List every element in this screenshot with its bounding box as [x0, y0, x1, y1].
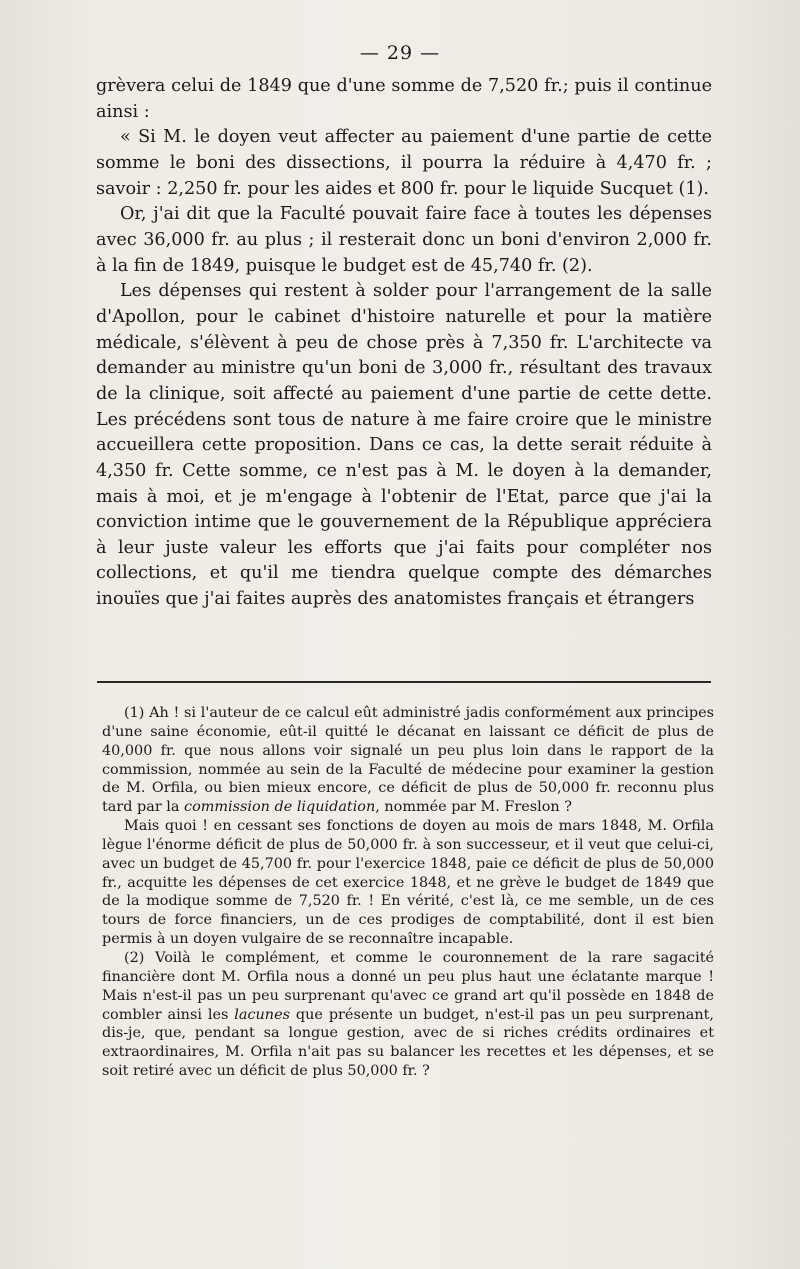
- footnote-1-text-a: (1) Ah ! si l'auteur de ce calcul eût administré jadis conformément aux principes d'une saine économie, eût-il quitté le décanat en laissant ce déficit de plus de 40,000 fr. que nous allons voir signalé un peu plus loin dans le rapport de la commission, nommée au sein de la Faculté de médecine pour examiner la gestion de M. Orfila, ou bien mieux encore, ce déficit de plus de 50,000 fr. reconnu plus tard par la: [102, 705, 714, 816]
- footnote-2-italic: lacunes: [234, 1006, 290, 1023]
- paragraph-continuation: grèvera celui de 1849 que d'une somme de 7,520 fr.; puis il continue ainsi :: [96, 76, 712, 122]
- footnote-1: [102, 704, 714, 817]
- footnote-1-continuation: Mais quoi ! en cessant ses fonctions de doyen au mois de mars 1848, M. Orfila lègue l'énorme déficit de plus de 50,000 fr. à son successeur, et il veut que celui-ci, avec un budget de 45,700 fr. pour l'exercice 1848, paie ce déficit de plus de 50,000 fr., acquitte les dépenses de cet exercice 1848, et ne grève le budget de 1849 que de la modique somme de 7,520 fr. ! En vérité, c'est là, ce me semble, un de ces tours de force financiers, un de ces prodiges de comptabilité, dont il est bien permis à un doyen vulgaire de se reconnaître incapable.: [102, 818, 714, 948]
- footnotes: [102, 704, 714, 1081]
- paragraph-faculty-budget: Or, j'ai dit que la Faculté pouvait faire face à toutes les dépenses avec 36,000 fr. au plus ; il resterait donc un boni d'environ 2,000 fr. à la fin de 1849, puisque le budget est de 45,740 fr. (2).: [96, 204, 712, 276]
- footnote-divider: [97, 681, 711, 683]
- footnote-2: [102, 949, 714, 1081]
- paragraph-quote: « Si M. le doyen veut affecter au paiement d'une partie de cette somme le boni des dissections, il pourra la réduire à 4,470 fr. ; savoir : 2,250 fr. pour les aides et 800 fr. pour le liquide Sucquet (1).: [96, 127, 712, 199]
- paragraph-expenses: Les dépenses qui restent à solder pour l'arrangement de la salle d'Apollon, pour le cabinet d'histoire naturelle et pour la matière médicale, s'élèvent à peu de chose près à 7,350 fr. L'architecte va demander au ministre qu'un boni de 3,000 fr., résultant des travaux de la clinique, soit affecté au paiement d'une partie de cette dette. Les précédens sont tous de nature à me faire croire que le ministre accueillera cette proposition. Dans ce cas, la dette serait réduite à 4,350 fr. Cette somme, ce n'est pas à M. le doyen à la demander, mais à moi, et je m'engage à l'obtenir de l'Etat, parce que j'ai la conviction intime que le gouvernement de la République appréciera à leur juste valeur les efforts que j'ai faits pour compléter nos collections, et qu'il me tiendra quelque compte des démarches inouïes que j'ai faites auprès des anatomistes français et étrangers: [96, 281, 712, 610]
- footnote-1-text-b: , nommée par M. Freslon ?: [375, 799, 572, 816]
- page-number: — 29 —: [359, 42, 441, 64]
- footnote-2-text-b: que présente un budget, n'est-il pas un peu surprenant, dis-je, que, pendant sa longue gestion, avec de si riches crédits ordinaires et extraordinaires, M. Orfila n'ait pas su balancer les recettes et les dépenses, et se soit retiré avec un déficit de plus 50,000 fr. ?: [102, 1006, 714, 1080]
- main-text: [96, 74, 712, 613]
- footnote-2-text-a: (2) Voilà le complément, et comme le couronnement de la rare sagacité financière dont M. Orfila nous a donné un peu plus haut une éclatante marque ! Mais n'est-il pas un peu surprenant qu'avec ce grand art qu'il possède en 1848 de combler ainsi les: [102, 949, 714, 1023]
- footnote-1-italic: commission de liquidation: [184, 799, 376, 816]
